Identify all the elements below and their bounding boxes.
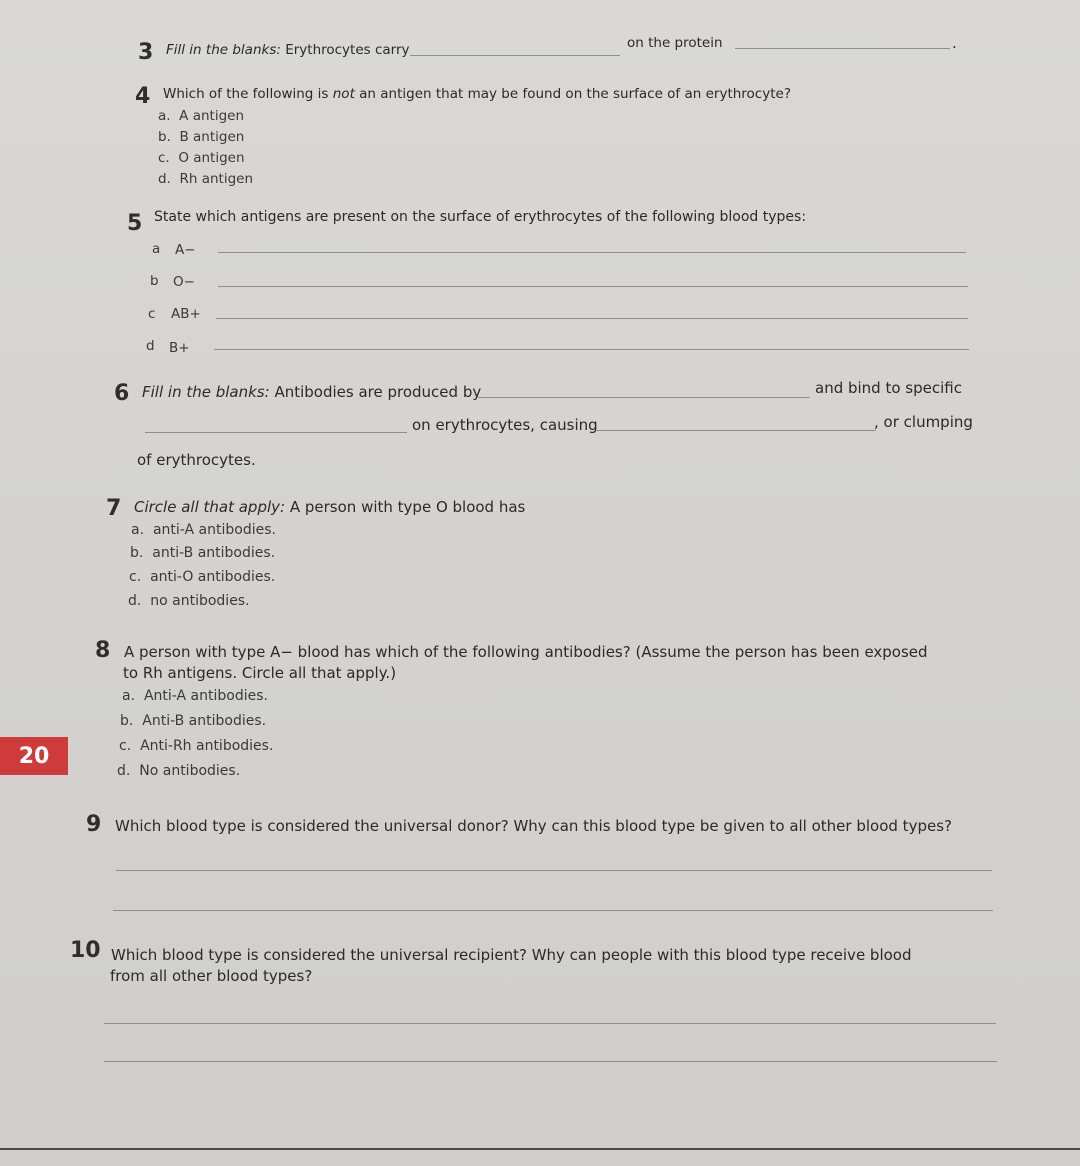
- answer-blank[interactable]: [596, 430, 876, 431]
- question-text-part: on erythrocytes, causing: [412, 416, 598, 434]
- option-text: no antibodies.: [150, 593, 250, 609]
- question-text: [163, 86, 791, 102]
- question-text-part: an antigen that may be found on the surface of an erythrocyte?: [359, 86, 791, 102]
- answer-blank[interactable]: [478, 397, 810, 398]
- question-text-part: A person with type O blood has: [289, 498, 526, 516]
- answer-line[interactable]: [218, 286, 968, 287]
- blood-type-b-pos: B+: [169, 340, 190, 356]
- question-number: 10: [70, 938, 101, 963]
- answer-line[interactable]: [104, 1061, 997, 1062]
- option-a[interactable]: [131, 522, 276, 538]
- answer-line[interactable]: [116, 870, 992, 871]
- question-text: [142, 383, 481, 401]
- instruction-label: Fill in the blanks:: [142, 383, 270, 401]
- question-number: 6: [114, 381, 130, 406]
- option-letter: c.: [119, 738, 132, 754]
- question-text-line-2: from all other blood types?: [110, 967, 313, 985]
- option-text: A antigen: [179, 108, 245, 124]
- option-letter: b.: [130, 545, 144, 561]
- question-text: State which antigens are present on the surface of erythrocytes of the following blood types:: [154, 209, 807, 225]
- page-number-tab: 20: [0, 737, 68, 775]
- emphasis-not: not: [332, 86, 355, 102]
- instruction-label: Fill in the blanks:: [166, 42, 281, 58]
- option-text: O antigen: [178, 150, 245, 166]
- period: .: [952, 34, 957, 52]
- question-number: 9: [86, 812, 102, 837]
- option-letter: a.: [158, 108, 171, 124]
- answer-line[interactable]: [216, 318, 968, 319]
- blood-type-a-neg: A−: [175, 242, 196, 258]
- option-c[interactable]: [158, 150, 245, 166]
- question-text-line-2: to Rh antigens. Circle all that apply.): [123, 664, 397, 682]
- option-a[interactable]: [122, 688, 268, 704]
- blood-type-ab-pos: AB+: [171, 306, 201, 322]
- option-text: B antigen: [179, 129, 245, 145]
- answer-line[interactable]: [214, 349, 969, 350]
- option-letter: a.: [122, 688, 136, 704]
- option-letter: b.: [158, 129, 171, 145]
- answer-line[interactable]: [218, 252, 966, 253]
- option-d[interactable]: [128, 593, 250, 609]
- option-text: anti-O antibodies.: [150, 569, 276, 585]
- option-letter: a.: [131, 522, 145, 538]
- page-bottom-rule: [0, 1148, 1080, 1150]
- answer-blank[interactable]: [410, 55, 620, 56]
- question-text: Which blood type is considered the universal donor? Why can this blood type be given to all other blood types?: [115, 817, 952, 835]
- question-text-part: , or clumping: [874, 413, 973, 431]
- option-d[interactable]: [158, 171, 253, 187]
- option-letter: d.: [117, 763, 131, 779]
- option-text: Anti-B antibodies.: [142, 713, 267, 729]
- option-b[interactable]: [158, 129, 244, 145]
- option-letter: b.: [120, 713, 134, 729]
- item-letter: a: [152, 241, 161, 257]
- option-d[interactable]: [117, 763, 240, 779]
- option-text: Rh antigen: [179, 171, 254, 187]
- blood-type-o-neg: O−: [173, 274, 195, 290]
- option-b[interactable]: [120, 713, 266, 729]
- item-letter: c: [148, 306, 156, 322]
- option-a[interactable]: [158, 108, 244, 124]
- item-letter: b: [150, 273, 159, 289]
- question-text-part: of erythrocytes.: [137, 451, 256, 469]
- option-text: Anti-Rh antibodies.: [140, 738, 274, 754]
- option-text: anti-B antibodies.: [152, 545, 276, 561]
- option-letter: d.: [128, 593, 142, 609]
- instruction-label: Circle all that apply:: [134, 498, 286, 516]
- option-letter: d.: [158, 171, 171, 187]
- option-text: Anti-A antibodies.: [143, 688, 268, 704]
- question-text: [166, 42, 410, 58]
- question-number: 8: [95, 638, 111, 663]
- question-text-part: and bind to specific: [815, 379, 962, 397]
- question-text-line-1: A person with type A− blood has which of the following antibodies? (Assume the person has been exposed: [124, 643, 928, 661]
- item-letter: d: [146, 338, 155, 354]
- question-text-part: on the protein: [627, 35, 723, 51]
- option-c[interactable]: [119, 738, 273, 754]
- answer-line[interactable]: [104, 1023, 996, 1024]
- question-text-part: Antibodies are produced by: [274, 383, 482, 401]
- question-text-line-1: Which blood type is considered the universal recipient? Why can people with this blood type receive blood: [111, 946, 912, 964]
- question-number: 7: [106, 496, 122, 521]
- option-text: anti-A antibodies.: [152, 522, 276, 538]
- answer-line[interactable]: [113, 910, 993, 911]
- question-text-part: Erythrocytes carry: [285, 42, 410, 58]
- option-letter: c.: [129, 569, 142, 585]
- option-letter: c.: [158, 150, 170, 166]
- answer-blank[interactable]: [735, 48, 950, 49]
- question-text: [134, 498, 525, 516]
- option-b[interactable]: [130, 545, 275, 561]
- question-number: 5: [127, 211, 143, 236]
- question-number: 4: [135, 84, 151, 109]
- question-text-part: Which of the following is: [163, 86, 329, 102]
- question-number: 3: [138, 40, 154, 65]
- option-c[interactable]: [129, 569, 275, 585]
- answer-blank[interactable]: [145, 432, 407, 433]
- option-text: No antibodies.: [139, 763, 241, 779]
